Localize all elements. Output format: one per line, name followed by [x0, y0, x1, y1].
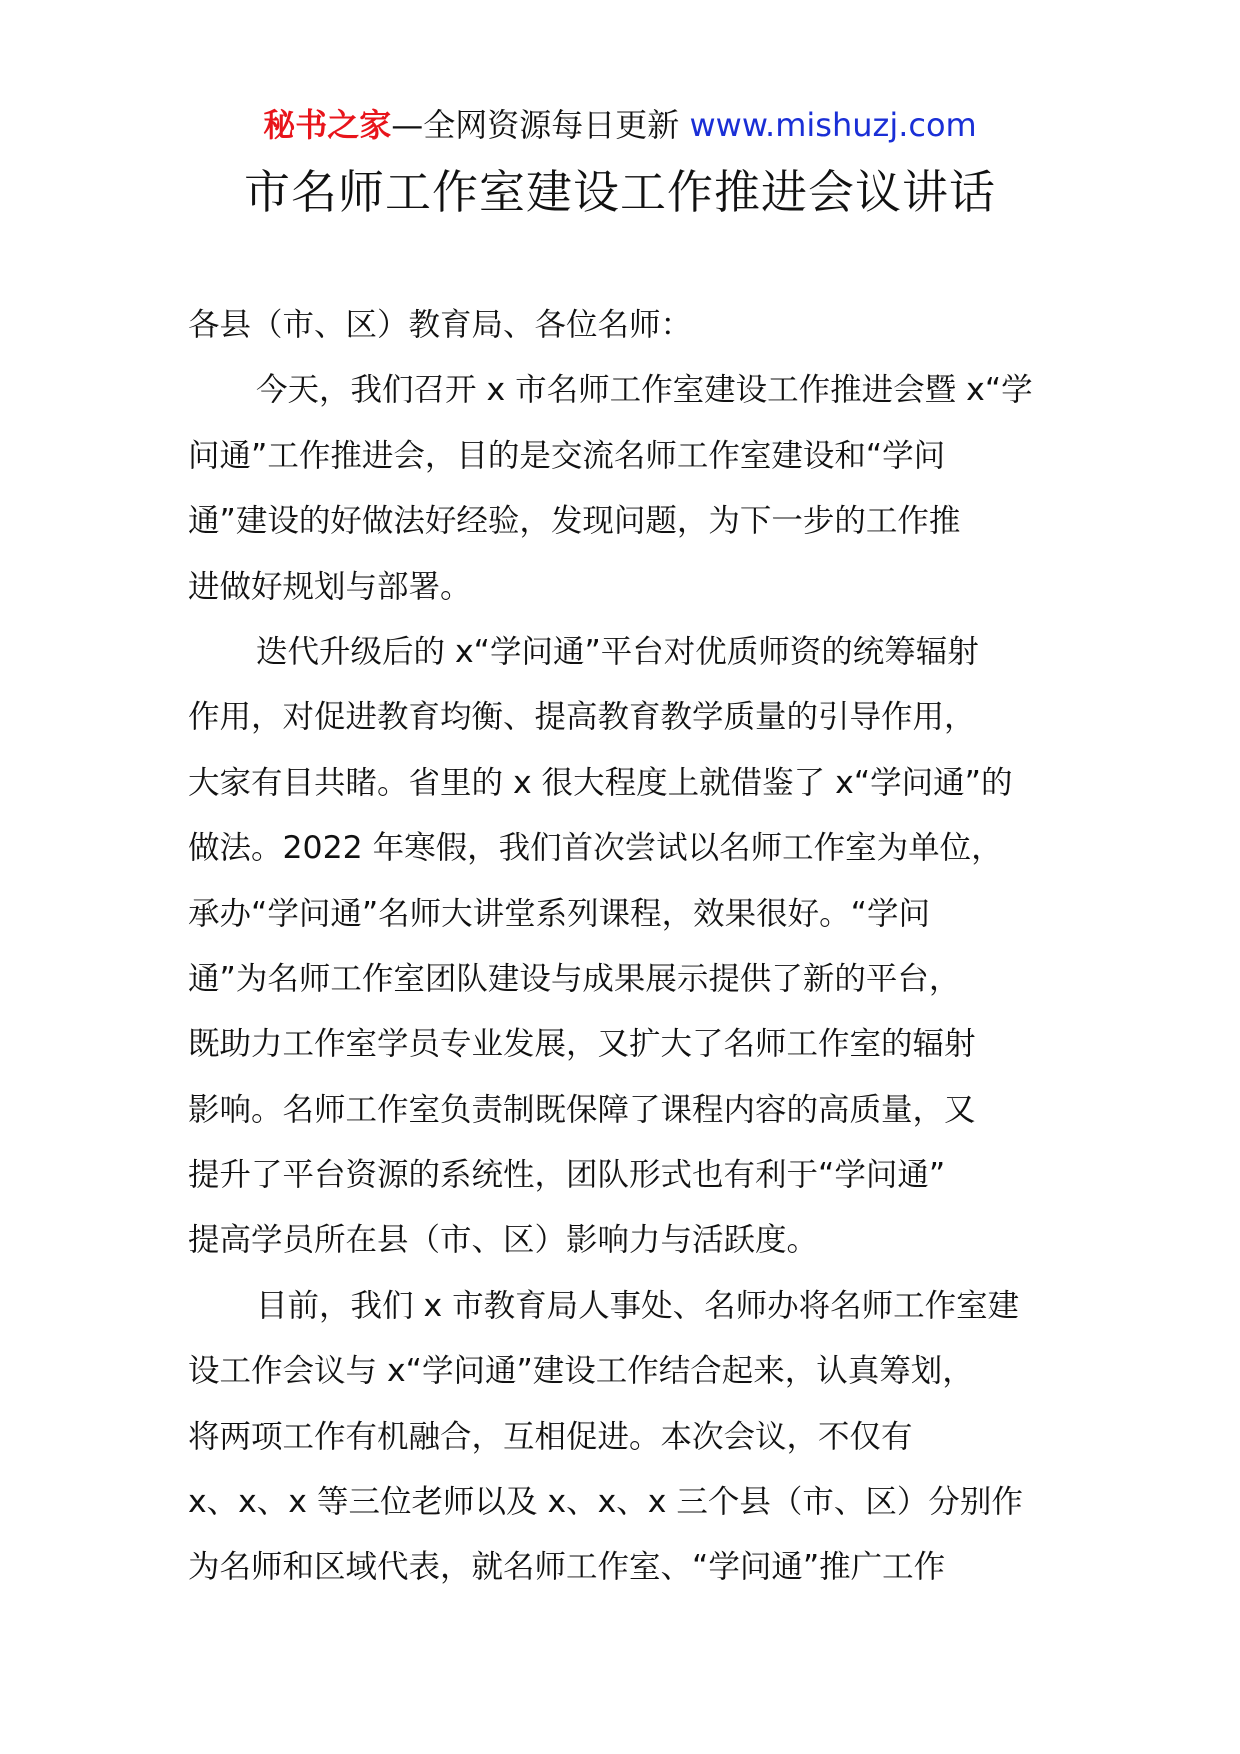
header-slogan: —全网资源每日更新	[391, 106, 680, 144]
site-url-link[interactable]: www.mishuzj.com	[689, 106, 977, 144]
salutation: 各县（市、区）教育局、各位名师：	[188, 307, 693, 343]
text-line: 问通”工作推进会，目的是交流名师工作室建设和“学问	[188, 437, 946, 474]
brand-name: 秘书之家	[263, 106, 392, 144]
text-line: 承办“学问通”名师大讲堂系列课程，效果很好。“学问	[188, 895, 930, 932]
text-line: 作用，对促进教育均衡、提高教育教学质量的引导作用，	[188, 699, 976, 736]
text-line: 通”建设的好做法好经验，发现问题，为下一步的工作推	[188, 503, 961, 540]
text-line: 今天，我们召开 x 市名师工作室建设工作推进会暨 x“学	[256, 372, 1033, 409]
text-line: 既助力工作室学员专业发展，又扩大了名师工作室的辐射	[188, 1026, 976, 1063]
site-header	[0, 104, 1240, 146]
text-line: 做法。2022 年寒假，我们首次尝试以名师工作室为单位，	[188, 830, 1003, 867]
text-line: 迭代升级后的 x“学问通”平台对优质师资的统筹辐射	[256, 633, 979, 670]
text-line: 提升了平台资源的系统性，团队形式也有利于“学问通”	[188, 1157, 946, 1194]
text-line: 设工作会议与 x“学问通”建设工作结合起来，认真筹划，	[188, 1353, 974, 1390]
text-line: 通”为名师工作室团队建设与成果展示提供了新的平台，	[188, 960, 961, 997]
text-line: x、x、x 等三位老师以及 x、x、x 三个县（市、区）分别作	[188, 1484, 1023, 1521]
text-line: 进做好规划与部署。	[188, 568, 472, 605]
text-line: 大家有目共睹。省里的 x 很大程度上就借鉴了 x“学问通”的	[188, 764, 1013, 801]
text-line: 将两项工作有机融合，互相促进。本次会议，不仅有	[188, 1418, 913, 1455]
document-body	[188, 293, 1058, 1601]
text-line: 为名师和区域代表，就名师工作室、“学问通”推广工作	[188, 1549, 946, 1586]
text-line: 目前，我们 x 市教育局人事处、名师办将名师工作室建	[256, 1287, 1020, 1324]
text-line: 影响。名师工作室负责制既保障了课程内容的高质量，又	[188, 1091, 976, 1128]
text-line: 提高学员所在县（市、区）影响力与活跃度。	[188, 1222, 819, 1259]
document-title: 市名师工作室建设工作推进会议讲话	[244, 165, 996, 219]
